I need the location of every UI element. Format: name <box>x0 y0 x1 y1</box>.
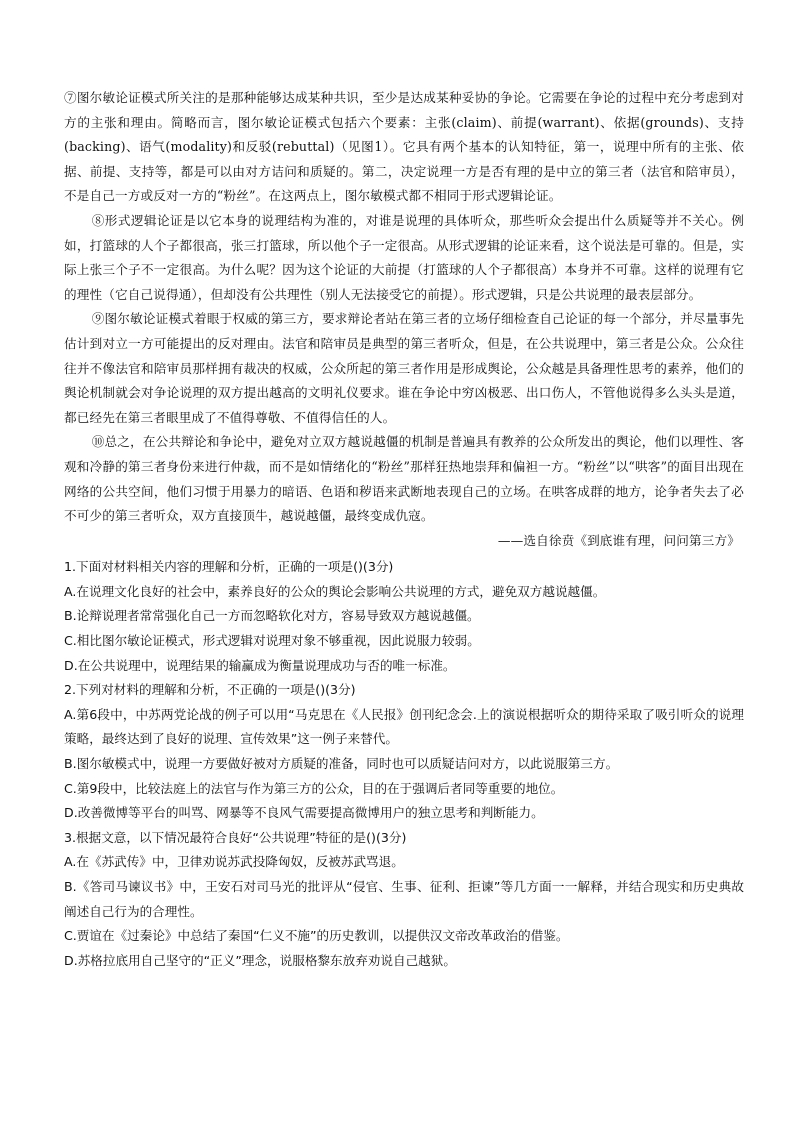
question-3 <box>64 826 744 974</box>
option-c: C.相比图尔敏论证模式，形式逻辑对说理对象不够重视，因此说服力较弱。 <box>64 633 480 649</box>
option-a: A.第6段中，中苏两党论战的例子可以用“马克思在《人民报》创刊纪念会.上的演说根据听众的期待采取了吸引听众的说理策略，最终达到了良好的说理、宣传效果”这一例子来替代。 <box>64 706 744 747</box>
paragraph-9: ⑨图尔敏论证模式着眼于权威的第三方，要求辩论者站在第三者的立场仔细检查自己论证的每一个部分，并尽量事先估计到对立一方可能提出的反对理由。法官和陪审员是典型的第三者听众，但是，在公共说理中，第三者是公众。公众往往并不像法官和陪审员那样拥有裁决的权威，公众所起的第三者作用是形成舆论，公众越是具备理性思考的素养，他们的舆论机制就会对争论说理的双方提出越高的文明礼仪要求。谁在争论中穷凶极恶、出口伤人，不管他说得多么头头是道，都已经先在第三者眼里成了不值得尊敬、不值得信任的人。 <box>64 311 744 425</box>
option-b: B.图尔敏模式中，说理一方要做好被对方质疑的准备，同时也可以质疑诘问对方，以此说服第三方。 <box>64 756 619 772</box>
option-a: A.在说理文化良好的社会中，素养良好的公众的舆论会影响公共说理的方式，避免双方越说越僵。 <box>64 583 606 599</box>
paragraph-7: ⑦图尔敏论证模式所关注的是那种能够达成某种共识，至少是达成某种妥协的争论。它需要在争论的过程中充分考虑到对方的主张和理由。简略而言，图尔敏论证模式包括六个要素：主张(claim)、前提(warrant)、依据(grounds)、支持(backing)、语气(modality)和反驳(rebuttal)（见图1）。它具有两个基本的认知特征，第一，说理中所有的主张、依据、前提、支持等，都是可以由对方诘问和质疑的。第二，决定说理一方是否有理的是中立的第三者（法官和陪审员），不是自己一方或反对一方的“粉丝”。在这两点上，图尔敏模式都不相同于形式逻辑论证。 <box>64 90 744 204</box>
option-d: D.苏格拉底用自己坚守的“正义”理念，说服格黎东放弃劝说自己越狱。 <box>64 952 456 968</box>
reading-passage <box>64 86 744 553</box>
option-c: C.第9段中，比较法庭上的法官与作为第三方的公众，目的在于强调后者同等重要的地位。 <box>64 780 564 796</box>
paragraph-8: ⑧形式逻辑论证是以它本身的说理结构为准的，对谁是说理的具体听众，那些听众会提出什么质疑等并不关心。例如，打篮球的人个子都很高，张三打篮球，所以他个子一定很高。从形式逻辑的论证来看，这个说法是可靠的。但是，实际上张三个子不一定很高。为什么呢？因为这个论证的大前提（打篮球的人个子都很高）本身并不可靠。这样的说理有它的理性（它自己说得通），但却没有公共理性（别人无法接受它的前提）。形式逻辑，只是公共说理的最表层部分。 <box>64 212 744 302</box>
option-d: D.在公共说理中，说理结果的输赢成为衡量说理成功与否的唯一标准。 <box>64 657 456 673</box>
option-b: B.论辩说理者常常强化自己一方而忽略软化对方，容易导致双方越说越僵。 <box>64 608 480 624</box>
passage-source: ——选自徐贲《到底谁有理，问问第三方》 <box>497 532 740 548</box>
option-c: C.贾谊在《过秦论》中总结了秦国“仁义不施”的历史教训，以提供汉文帝改革政治的借鉴。 <box>64 928 569 944</box>
question-2 <box>64 678 744 826</box>
option-d: D.改善微博等平台的叫骂、网暴等不良风气需要提高微博用户的独立思考和判断能力。 <box>64 805 544 821</box>
paragraph-10: ⑩总之，在公共辩论和争论中，避免对立双方越说越僵的机制是普遍具有教养的公众所发出的舆论，他们以理性、客观和冷静的第三者身份来进行仲裁，而不是如情绪化的“粉丝”那样狂热地崇拜和偏袒一方。“粉丝”以“哄客”的面目出现在网络的公共空间，他们习惯于用暴力的暗语、色语和秽语来武断地表现自己的立场。在哄客成群的地方，论争者失去了必不可少的第三者听众，双方直接顶牛，越说越僵，最终变成仇寇。 <box>64 434 744 524</box>
question-stem: 3.根据文意，以下情况最符合良好“公共说理”特征的是()(3分) <box>64 829 407 845</box>
question-stem: 2.下列对材料的理解和分析，不正确的一项是()(3分) <box>64 682 356 698</box>
exam-page <box>64 86 744 973</box>
question-stem: 1.下面对材料相关内容的理解和分析，正确的一项是()(3分) <box>64 559 394 575</box>
option-b: B.《答司马谏议书》中，王安石对司马光的批评从“侵官、生事、征利、拒谏”等几方面一一解释，并结合现实和历史典故阐述自己行为的合理性。 <box>64 879 744 919</box>
option-a: A.在《苏武传》中，卫律劝说苏武投降匈奴，反被苏武骂退。 <box>64 854 404 870</box>
question-1 <box>64 555 744 678</box>
question-list <box>64 555 744 973</box>
